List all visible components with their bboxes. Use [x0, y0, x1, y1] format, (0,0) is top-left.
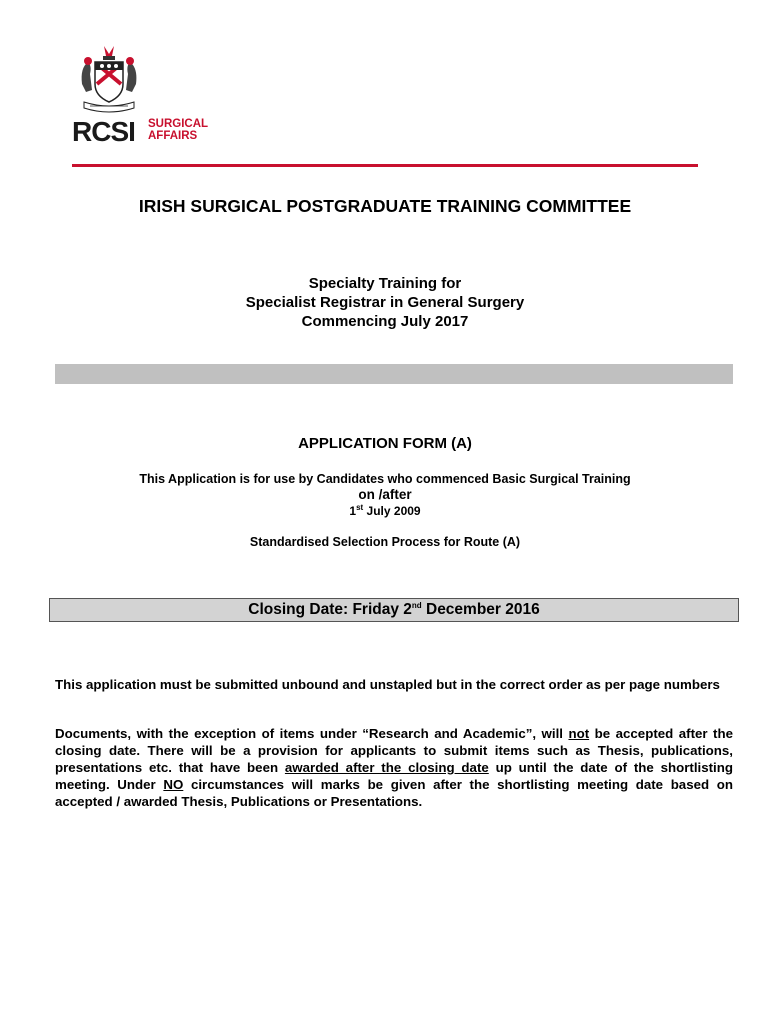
rcsi-wordmark: RCSI: [72, 116, 135, 147]
training-subtitle: [0, 274, 770, 331]
submission-instructions: This application must be submitted unbound and unstapled but in the correct order as per page numbers: [55, 677, 720, 692]
selection-process: Standardised Selection Process for Route (A): [249, 535, 521, 549]
subtitle-line-1: Specialty Training for: [308, 275, 462, 292]
red-divider: [72, 164, 698, 167]
form-title: APPLICATION FORM (A): [298, 435, 472, 452]
committee-heading: IRISH SURGICAL POSTGRADUATE TRAINING COMMITTEE: [138, 196, 632, 216]
subtitle-line-2: Specialist Registrar in General Surgery: [245, 294, 525, 311]
closing-date-box: Closing Date: Friday 2nd December 2016: [49, 598, 739, 622]
rcsi-crest-logo: [78, 44, 140, 114]
subtitle-line-3: Commencing July 2017: [301, 313, 469, 330]
documents-policy: Documents, with the exception of items under “Research and Academic”, will not be accepted after the closing date. There will be a provision for applicants to submit items such as Thesis, publications, presentations etc. that have been awarded after the closing date up until the date of the shortlisting meeting. Under NO circumstances will marks be given after the shortlisting meeting date based on accepted / awarded Thesis, Publications or Presentations.: [55, 726, 733, 809]
eligibility-date: 1st July 2009: [349, 503, 421, 518]
eligibility-line-2: on /after: [358, 487, 412, 502]
surgical-affairs-label: SURGICAL AFFAIRS: [148, 118, 209, 142]
eligibility-line-1: This Application is for use by Candidates who commenced Basic Surgical Training: [139, 472, 631, 486]
grey-separator-bar: [55, 364, 733, 384]
